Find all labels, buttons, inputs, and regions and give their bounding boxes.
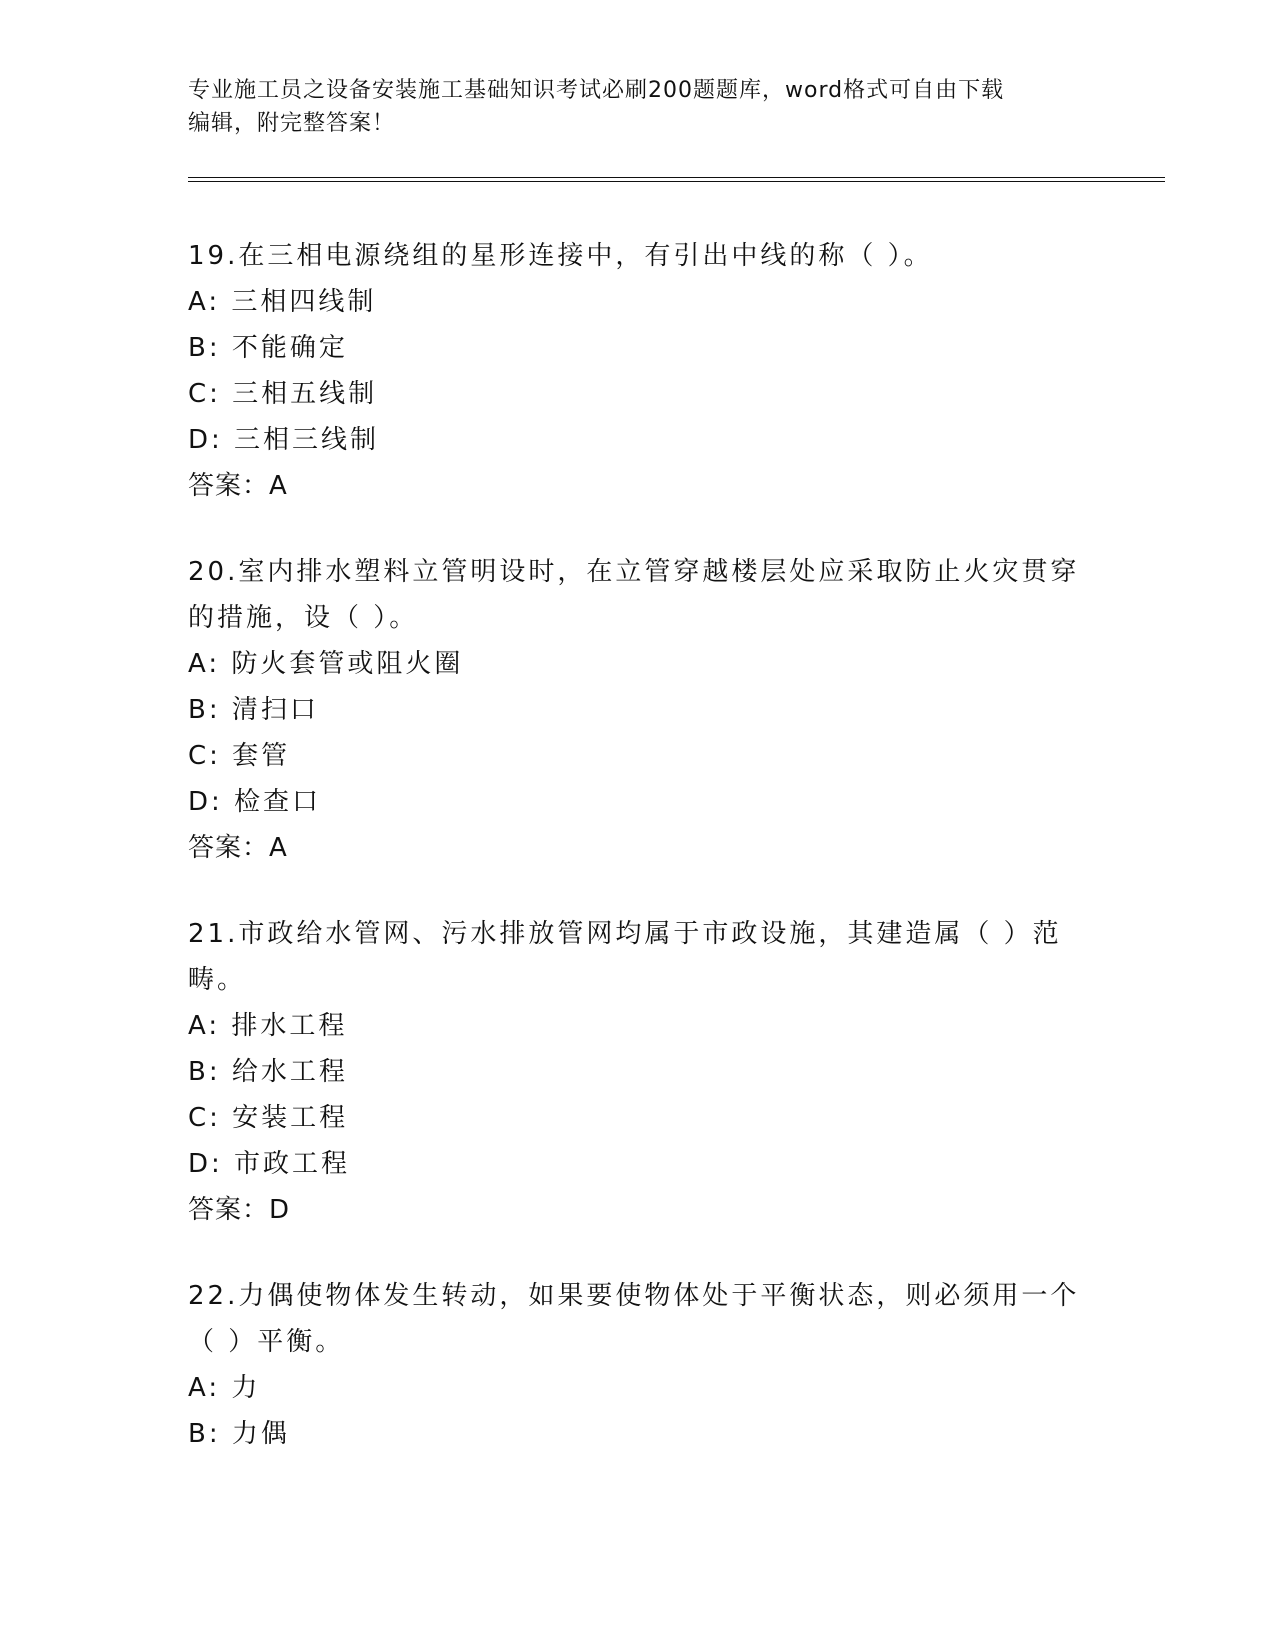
- header-line-1: 专业施工员之设备安装施工基础知识考试必刷200题题库，word格式可自由下载: [188, 78, 1005, 103]
- option-a: A: 排水工程: [188, 1011, 348, 1041]
- option-c: C: 三相五线制: [188, 379, 378, 409]
- option-d: D: 检查口: [188, 787, 322, 817]
- answer-line: 答案：A: [188, 471, 288, 501]
- header-double-rule: [188, 177, 1165, 182]
- question-stem: 22.力偶使物体发生转动，如果要使物体处于平衡状态，则必须用一个（ ）平衡。: [188, 1281, 1080, 1357]
- question-stem: 19.在三相电源绕组的星形连接中，有引出中线的称（ ）。: [188, 241, 933, 271]
- question-stem: 21.市政给水管网、污水排放管网均属于市政设施，其建造属（ ）范畴。: [188, 919, 1062, 995]
- answer-line: 答案：A: [188, 833, 288, 863]
- option-a: A: 防火套管或阻火圈: [188, 649, 464, 679]
- page-header: [188, 74, 1088, 140]
- option-a: A: 三相四线制: [188, 287, 377, 317]
- question-21: [188, 911, 1088, 1233]
- option-d: D: 市政工程: [188, 1149, 351, 1179]
- option-c: C: 套管: [188, 741, 291, 771]
- option-b: B: 不能确定: [188, 333, 348, 363]
- option-d: D: 三相三线制: [188, 425, 380, 455]
- header-line-2: 编辑，附完整答案！: [188, 111, 396, 136]
- option-a: A: 力: [188, 1373, 261, 1403]
- option-b: B: 给水工程: [188, 1057, 348, 1087]
- question-20: [188, 549, 1088, 871]
- question-list: [188, 233, 1088, 1497]
- option-c: C: 安装工程: [188, 1103, 349, 1133]
- option-b: B: 力偶: [188, 1419, 290, 1449]
- answer-line: 答案：D: [188, 1195, 291, 1225]
- question-22: [188, 1273, 1088, 1457]
- question-19: [188, 233, 1088, 509]
- option-b: B: 清扫口: [188, 695, 319, 725]
- question-stem: 20.室内排水塑料立管明设时，在立管穿越楼层处应采取防止火灾贯穿的措施，设（ ）。: [188, 557, 1080, 633]
